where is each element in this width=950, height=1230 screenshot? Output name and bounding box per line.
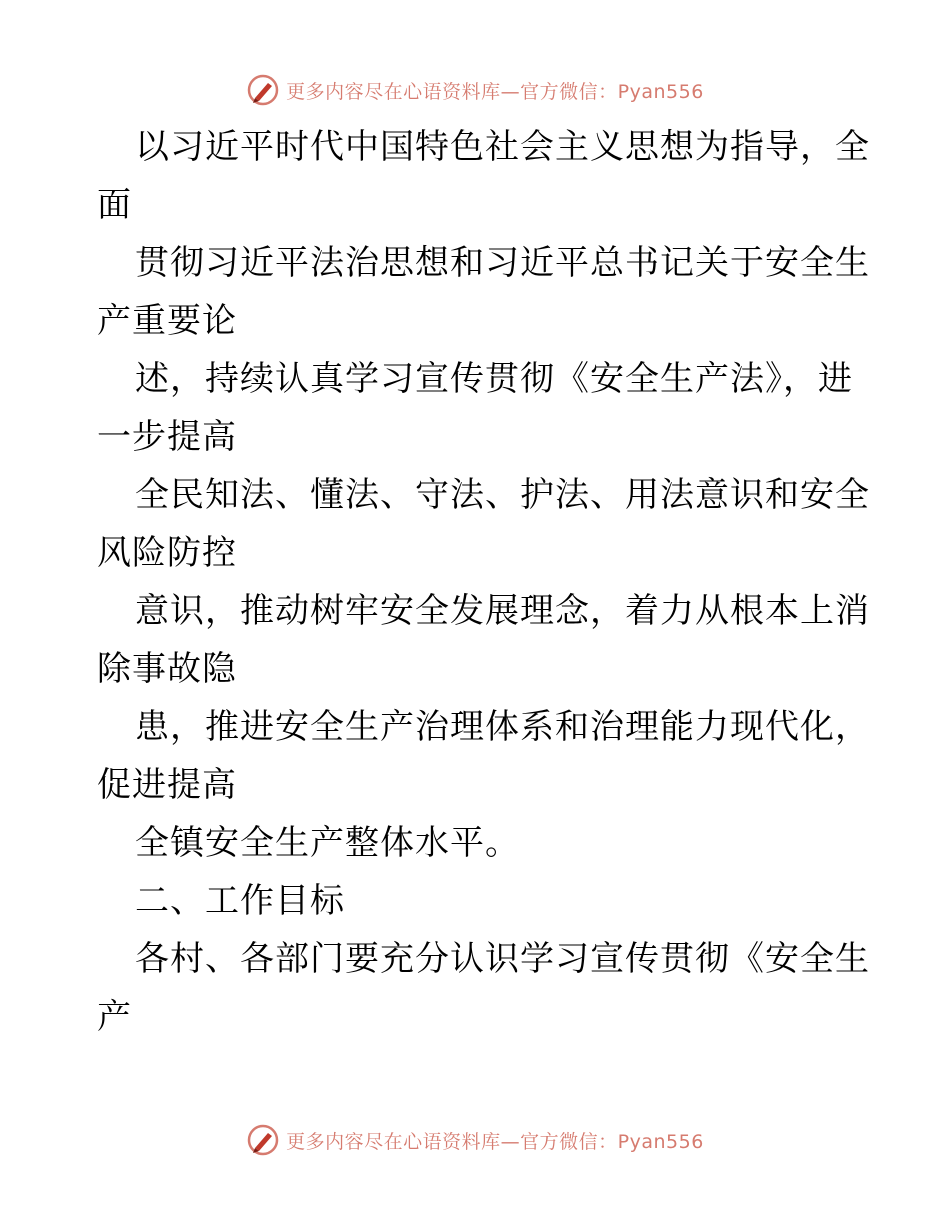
text-line: 全镇安全生产整体水平。 (135, 823, 520, 863)
text-line: 各村、各部门要充分认识学习宣传贯彻《安全生 (135, 939, 870, 979)
pen-logo-icon (246, 1123, 280, 1157)
text-line: 除事故隐 (97, 649, 237, 689)
text-line: 以习近平时代中国特色社会主义思想为指导，全 (135, 127, 870, 167)
text-line: 意识，推动树牢安全发展理念，着力从根本上消 (135, 591, 870, 631)
text-line: 患，推进安全生产治理体系和治理能力现代化， (135, 707, 870, 747)
footer-watermark (0, 1120, 950, 1160)
section-heading: 二、工作目标 (135, 881, 345, 921)
watermark-text: 更多内容尽在心语资料库—官方微信：Pyan556 (286, 1130, 704, 1153)
pen-logo-icon (246, 73, 280, 107)
header-watermark (0, 70, 950, 110)
text-line: 产 (97, 997, 132, 1037)
text-line: 贯彻习近平法治思想和习近平总书记关于安全生 (135, 243, 870, 283)
text-line: 一步提高 (97, 417, 237, 457)
text-line: 述，持续认真学习宣传贯彻《安全生产法》，进 (135, 359, 853, 399)
watermark-text: 更多内容尽在心语资料库—官方微信：Pyan556 (286, 80, 704, 103)
document-body (97, 118, 870, 1046)
text-line: 促进提高 (97, 765, 237, 805)
text-line: 全民知法、懂法、守法、护法、用法意识和安全 (135, 475, 870, 515)
text-line: 风险防控 (97, 533, 237, 573)
text-line: 面 (97, 185, 132, 225)
text-line: 产重要论 (97, 301, 237, 341)
